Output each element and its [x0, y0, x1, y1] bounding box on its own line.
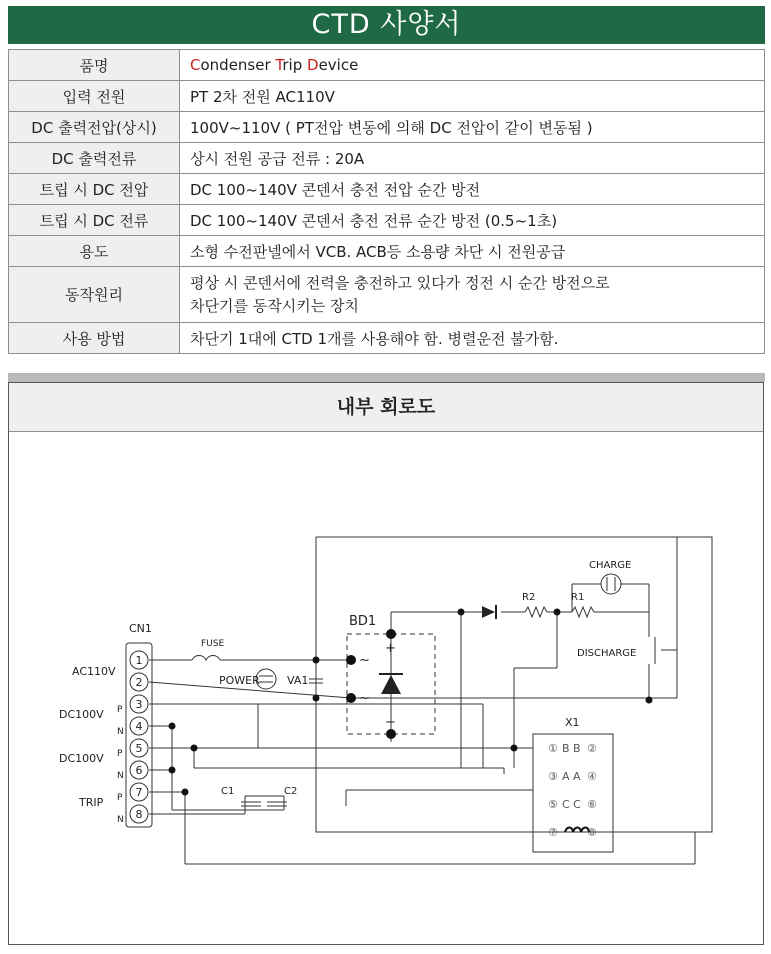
- x1-terminal: ⑦: [548, 826, 558, 839]
- r1-label: R1: [571, 592, 585, 603]
- spec-row-input-power: [9, 81, 765, 112]
- spec-value-product-name: [180, 50, 765, 81]
- spec-row-product: [9, 50, 765, 81]
- cn1-pin-label: 2: [135, 676, 143, 689]
- spec-value-line: 평상 시 콘덴서에 전력을 충전하고 있다가 정전 시 순간 방전으로: [190, 273, 610, 292]
- product-initial-d: D: [307, 56, 319, 74]
- spec-value: 소형 수전판넬에서 VCB. ACB등 소용량 차단 시 전원공급: [180, 236, 765, 267]
- circuit-diagram: [9, 432, 763, 944]
- diagram-title: 내부 회로도: [9, 383, 763, 432]
- x1-contact-c: C C: [562, 798, 581, 811]
- cn1-pin-label: 1: [135, 654, 143, 667]
- x1-terminal: ④: [587, 770, 597, 783]
- spec-value: DC 100~140V 콘덴서 충전 전류 순간 방전 (0.5~1초): [180, 205, 765, 236]
- spec-value: 100V~110V ( PT전압 변동에 의해 DC 전압이 같이 변동됨 ): [180, 112, 765, 143]
- spec-row-trip-voltage: [9, 174, 765, 205]
- trip-label: TRIP: [79, 796, 104, 809]
- spec-value: 차단기 1대에 CTD 1개를 사용해야 함. 병렬운전 불가함.: [180, 323, 765, 354]
- spec-key: 트립 시 DC 전류: [9, 205, 180, 236]
- product-initial-c: C: [190, 56, 201, 74]
- bridge-ac-label: ~: [359, 653, 370, 668]
- r2-label: R2: [522, 592, 536, 603]
- spec-table: [8, 49, 765, 354]
- ac110v-label: AC110V: [72, 665, 116, 678]
- junction-dots: [169, 609, 653, 796]
- spec-key: 품명: [9, 50, 180, 81]
- x1-terminal: ③: [548, 770, 558, 783]
- product-word-t: rip: [282, 56, 307, 74]
- x1-contact-a: A A: [562, 770, 581, 783]
- va1-label: VA1: [287, 674, 309, 687]
- p-label: P: [117, 793, 123, 803]
- cn1-pin-label: 8: [135, 808, 143, 821]
- spec-value: PT 2차 전원 AC110V: [180, 81, 765, 112]
- spec-row-usage: [9, 236, 765, 267]
- spec-row-dc-output-current: [9, 143, 765, 174]
- charge-label: CHARGE: [589, 560, 632, 571]
- bd1-label: BD1: [349, 614, 377, 629]
- spec-key: DC 출력전압(상시): [9, 112, 180, 143]
- n-label: N: [117, 815, 124, 825]
- bridge-diode-symbol: [381, 675, 401, 694]
- spec-value: DC 100~140V 콘덴서 충전 전압 순간 방전: [180, 174, 765, 205]
- spec-key: 용도: [9, 236, 180, 267]
- diode-symbol: [482, 606, 495, 618]
- cn1-pin-label: 7: [135, 786, 143, 799]
- n-label: N: [117, 727, 124, 737]
- bridge-plus-label: +: [385, 641, 396, 656]
- cn1-pin-label: 5: [135, 742, 143, 755]
- spec-key: 입력 전원: [9, 81, 180, 112]
- section-divider: [8, 373, 765, 382]
- power-lamp-label: POWER: [219, 674, 260, 687]
- cn1-label: CN1: [129, 622, 152, 635]
- p-label: P: [117, 705, 123, 715]
- c2-label: C2: [284, 786, 298, 797]
- spec-value-line: 차단기를 동작시키는 장치: [190, 296, 359, 315]
- dc100v-label-1: DC100V: [59, 708, 104, 721]
- spec-key: 사용 방법: [9, 323, 180, 354]
- spec-row-method: [9, 323, 765, 354]
- spec-key: DC 출력전류: [9, 143, 180, 174]
- spec-value: [180, 267, 765, 323]
- bridge-minus-label: −: [385, 715, 396, 730]
- spec-key: 트립 시 DC 전압: [9, 174, 180, 205]
- x1-label: X1: [565, 716, 580, 729]
- x1-terminal: ⑥: [587, 798, 597, 811]
- x1-terminal: ①: [548, 742, 558, 755]
- x1-terminal: ⑤: [548, 798, 558, 811]
- x1-terminal: ⑧: [587, 826, 597, 839]
- dc100v-label-2: DC100V: [59, 752, 104, 765]
- spec-key: 동작원리: [9, 267, 180, 323]
- discharge-label: DISCHARGE: [577, 648, 637, 659]
- spec-value: 상시 전원 공급 전류 : 20A: [180, 143, 765, 174]
- product-word-c: ondenser: [200, 56, 276, 74]
- spec-row-dc-output-voltage: [9, 112, 765, 143]
- product-initial-t: T: [275, 56, 283, 74]
- cn1-pin-label: 6: [135, 764, 143, 777]
- relay-coil-icon: [565, 828, 589, 833]
- circuit-panel: [8, 382, 764, 945]
- cn1-pin-label: 3: [135, 698, 143, 711]
- x1-contact-b: B B: [562, 742, 581, 755]
- x1-terminal: ②: [587, 742, 597, 755]
- bridge-ac-label: ~: [359, 691, 370, 706]
- c1-label: C1: [221, 786, 235, 797]
- spec-row-trip-current: [9, 205, 765, 236]
- product-word-d: evice: [318, 56, 359, 74]
- cn1-pin-label: 4: [135, 720, 143, 733]
- page-title: CTD 사양서: [8, 6, 765, 44]
- n-label: N: [117, 771, 124, 781]
- p-label: P: [117, 749, 123, 759]
- spec-row-principle: [9, 267, 765, 323]
- fuse-label: FUSE: [201, 639, 225, 649]
